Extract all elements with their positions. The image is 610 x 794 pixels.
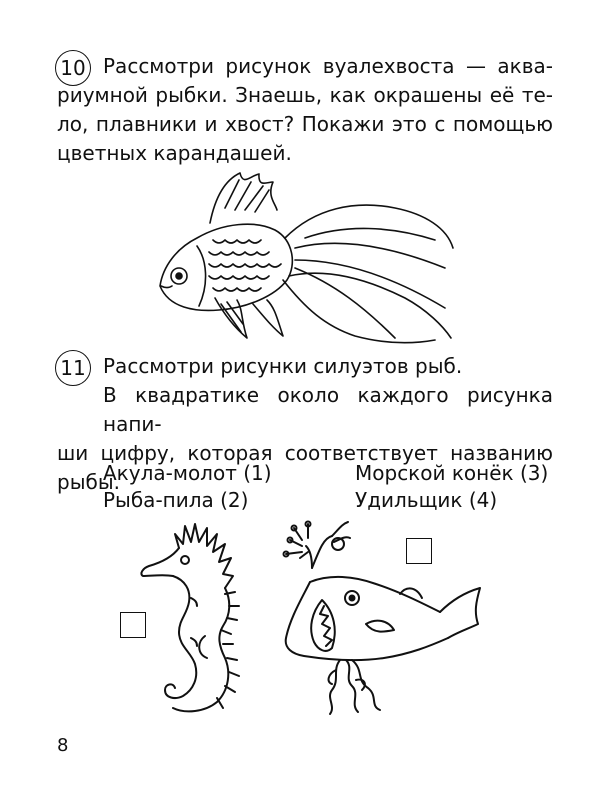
seahorse-silhouette [135,518,265,718]
task-10-line-1: Рассмотри рисунок вуалехвоста — аква- [103,54,553,78]
task-10-line-4: цветных карандашей. [57,141,292,165]
fish-names-right [355,460,548,514]
task-11-text [103,352,553,381]
page-number: 8 [57,735,69,756]
fish-names-left [103,460,272,514]
task-11-line-1: Рассмотри рисунки силуэтов рыб. [103,354,463,378]
veiltail-goldfish-illustration [155,168,455,348]
answer-box-seahorse[interactable] [120,612,146,638]
name-sawfish: Рыба-пила (2) [103,488,249,512]
name-anglerfish: Удильщик (4) [355,488,498,512]
name-seahorse: Морской конёк (3) [355,461,549,485]
task-10-text [103,52,553,81]
anglerfish-silhouette [280,520,490,720]
task-10-text-cont [57,81,553,168]
name-hammerhead: Акула-молот (1) [103,461,272,485]
answer-box-anglerfish[interactable] [406,538,432,564]
task-10-number-badge: 10 [55,50,91,86]
task-11-line-2: В квадратике около каждого рисунка напи- [103,383,553,436]
task-10-line-2: риумной рыбки. Знаешь, как окрашены её те- [57,83,553,107]
task-10-line-3: ло, плавники и хвост? Покажи это с помощью [57,112,553,136]
task-11-line-4: рыбы. [57,470,120,494]
task-11-line-3: ши цифру, которая соответствует названию [57,441,553,465]
task-11-number-badge: 11 [55,350,91,386]
